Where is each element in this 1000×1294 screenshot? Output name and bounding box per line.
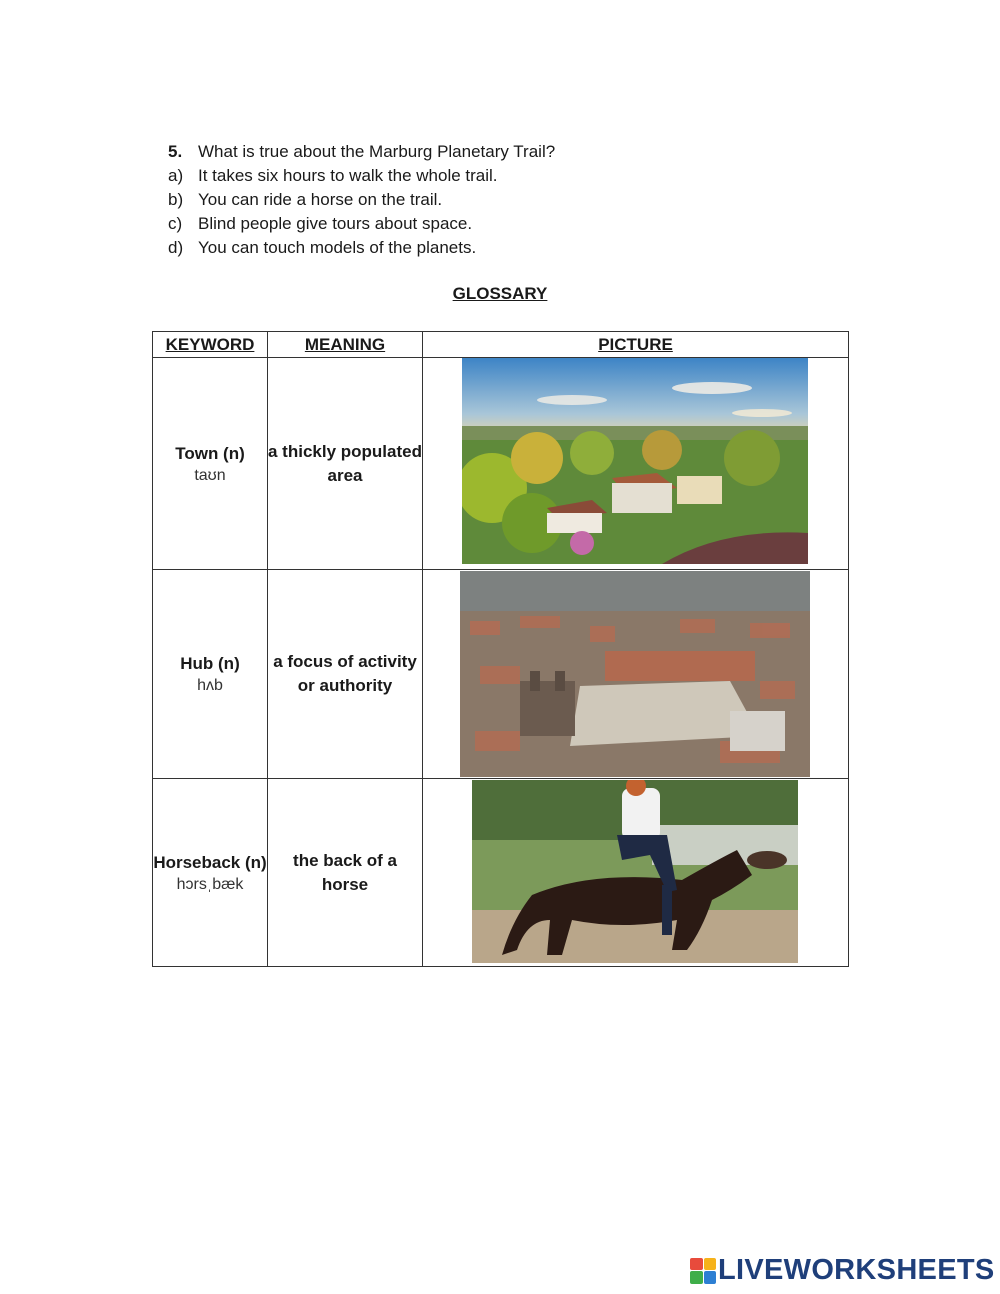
option-letter: a): [168, 166, 184, 185]
keyword-ipa: hɔrsˌbæk: [176, 875, 244, 893]
question-5: [168, 140, 555, 260]
option-text: You can touch models of the planets.: [198, 238, 477, 257]
table-row: [153, 358, 849, 570]
keyword-cell: [153, 779, 268, 967]
question-text: What is true about the Marburg Planetary Trail?: [198, 142, 556, 161]
hub-photo: [460, 571, 810, 777]
option-letter: c): [168, 214, 183, 233]
option-a[interactable]: [168, 164, 555, 188]
question-stem: [168, 140, 555, 164]
keyword-ipa: taʊn: [194, 466, 226, 484]
header-picture: PICTURE: [423, 332, 849, 358]
option-letter: b): [168, 190, 184, 209]
header-keyword: KEYWORD: [153, 332, 268, 358]
keyword-cell: [153, 358, 268, 570]
option-c[interactable]: [168, 212, 555, 236]
meaning-cell: the back of a horse: [268, 779, 423, 967]
keyword-cell: [153, 570, 268, 779]
option-text: It takes six hours to walk the whole trail.: [198, 166, 498, 185]
picture-cell: [423, 570, 849, 779]
option-b[interactable]: [168, 188, 555, 212]
table-header-row: [153, 332, 849, 358]
liveworksheets-logo: [690, 1254, 995, 1287]
keyword-ipa: hʌb: [197, 677, 223, 694]
logo-icon: [690, 1258, 716, 1284]
town-photo: [462, 358, 808, 564]
question-number: 5.: [168, 142, 183, 161]
picture-cell: [423, 779, 849, 967]
option-text: Blind people give tours about space.: [198, 214, 473, 233]
horseback-photo: [472, 780, 798, 963]
table-row: [153, 570, 849, 779]
header-meaning: MEANING: [268, 332, 423, 358]
picture-cell: [423, 358, 849, 570]
glossary-title: GLOSSARY: [452, 284, 548, 303]
table-row: [153, 779, 849, 967]
glossary-table: [152, 331, 849, 967]
keyword-word: Hub (n): [180, 654, 240, 673]
keyword-word: Town (n): [175, 443, 245, 463]
option-d[interactable]: [168, 236, 555, 260]
option-text: You can ride a horse on the trail.: [198, 190, 443, 209]
keyword-word: Horseback (n): [153, 852, 267, 872]
meaning-cell: a focus of activity or authority: [268, 570, 423, 779]
option-letter: d): [168, 238, 184, 257]
meaning-cell: a thickly populated area: [268, 358, 423, 570]
brand-name: LIVEWORKSHEETS: [718, 1254, 995, 1286]
